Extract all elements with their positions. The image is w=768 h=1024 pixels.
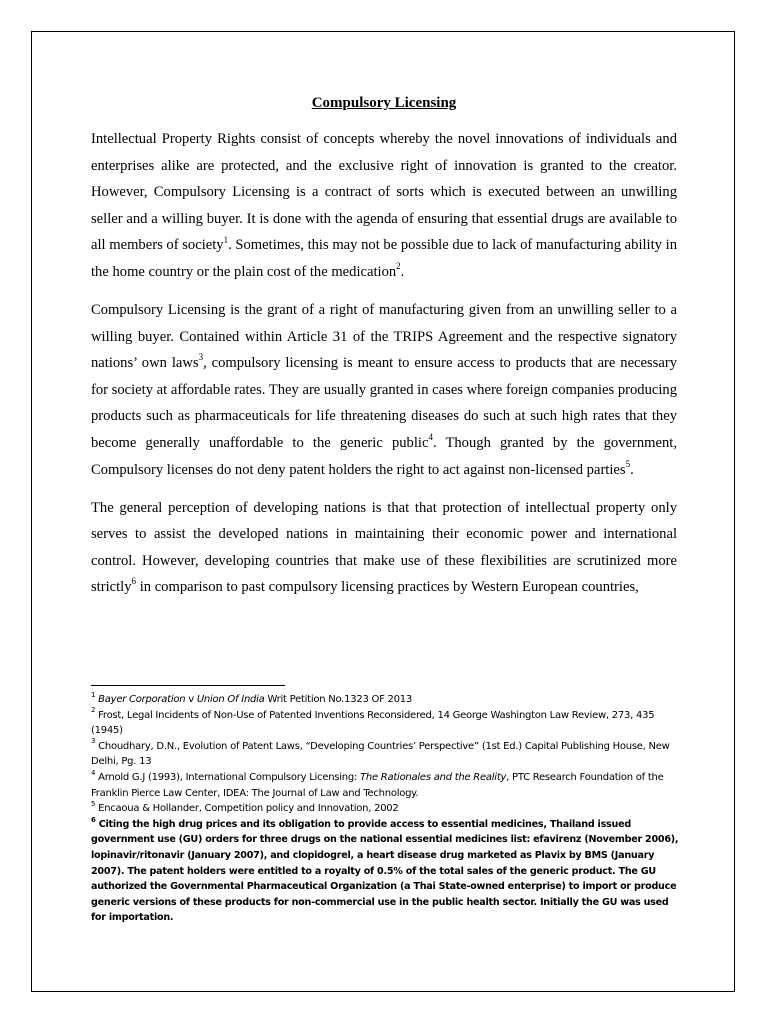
paragraph-text: Intellectual Property Rights consist of concepts whereby the novel innovations of individuals and enterprises alike are protected, and the exclusive right of innovation is granted to the creator. However, Compulsory Licensing is a contract of sorts which is executed between an unwilling seller and a willing buyer. It is done with the agenda of ensuring that essential drugs are available to all members of society [91,131,677,254]
footnote-ref-4[interactable]: 4 [428,432,433,443]
footnote-separator [91,685,285,686]
paragraph-text: in comparison to past compulsory licensing practices by Western European countries, [136,579,639,596]
paragraph-text: . Though granted by the government, Compulsory licenses do not deny patent holders the right to act against non-licensed parties [91,434,677,478]
footnote-italic: Union Of India [196,694,265,705]
footnote-text: v [185,694,197,705]
paragraph-text: . Sometimes, this may not be possible due to lack of manufacturing ability in the home country or the plain cost of the medication [91,237,677,280]
footnote-1 [91,692,681,708]
footnote-ref-6[interactable]: 6 [131,576,137,587]
footnote-text: Citing the high drug prices and its obligation to provide access to essential medicines, Thailand issued government use (GU) orders for three drugs on the national essential medicines list: efavirenz (November 2006), lopinavir/ritonavir (January 2007), and clopidogrel, a heart disease drug marketed as Plavix by BMS (January 2007). The patent holders were entitled to a royalty of 0.5% of the total sales of the generic product. The GU authorized the Governmental Pharmaceutical Organization (a Thai State-owned enterprise) to import or produce generic versions of these products for non-commercial use in the public health sector. Initially the GU was used for importation. [91,818,679,924]
footnote-ref-5[interactable]: 5 [625,458,631,469]
paragraph-text: . [400,263,405,280]
paragraph-definition [91,297,677,483]
footnote-number: 6 [91,815,96,824]
footnote-text: Arnold G.J (1993), International Compulsory Licensing: [95,771,361,783]
paragraph-text: , compulsory licensing is meant to ensure access to products that are necessary for society at affordable rates. They are usually granted in cases where foreign companies producing products such as pharmaceuticals for life threatening diseases do such at such high rates that they become generally unaffordable to the generic public [91,355,677,451]
footnote-text: Encaoua & Hollander, Competition policy and Innovation, 2002 [95,803,399,815]
footnotes-section [91,692,681,926]
footnote-4 [91,770,681,801]
footnote-number: 3 [91,737,96,746]
footnote-text: , PTC Research Foundation of the Franklin Pierce Law Center, IDEA: The Journal of Law and Technology. [91,771,664,799]
footnote-6 [91,817,681,926]
footnote-3 [91,739,681,770]
footnote-text: Frost, Legal Incidents of Non-Use of Patented Inventions Reconsidered, 14 George Washington Law Review, 273, 435 (1945) [91,709,655,737]
footnote-number: 2 [91,706,96,715]
footnote-number: 5 [91,799,96,808]
paragraph-text: The general perception of developing nations is that that protection of intellectual property only serves to assist the developed nations in maintaining their economic power and international control. However, developing countries that make use of these flexibilities are scrutinized more strictly [91,499,677,596]
paragraph-perception [91,495,677,601]
document-title: Compulsory Licensing [311,95,457,111]
footnote-italic: Bayer Corporation [98,694,186,705]
body-text [91,126,677,612]
paragraph-intro [91,126,677,286]
footnote-text: Choudhary, D.N., Evolution of Patent Laws, “Developing Countries’ Perspective” (1st Ed.) Capital Publishing House, New Delhi, Pg. 13 [91,740,670,768]
footnote-ref-3[interactable]: 3 [198,352,204,363]
footnote-number: 4 [91,768,96,777]
footnote-text: Writ Petition No.1323 OF 2013 [264,694,412,705]
footnote-ref-1[interactable]: 1 [223,234,229,245]
footnote-ref-2[interactable]: 2 [396,261,401,272]
paragraph-text: Compulsory Licensing is the grant of a right of manufacturing given from an unwilling seller to a willing buyer. Contained within Article 31 of the TRIPS Agreement and the respective signatory nations’ own laws [91,301,677,372]
footnote-number: 1 [91,690,96,699]
paragraph-text: . [630,461,634,478]
footnote-5 [91,801,681,817]
footnote-italic: The Rationales and the Reality [360,771,507,783]
footnote-2 [91,708,681,739]
